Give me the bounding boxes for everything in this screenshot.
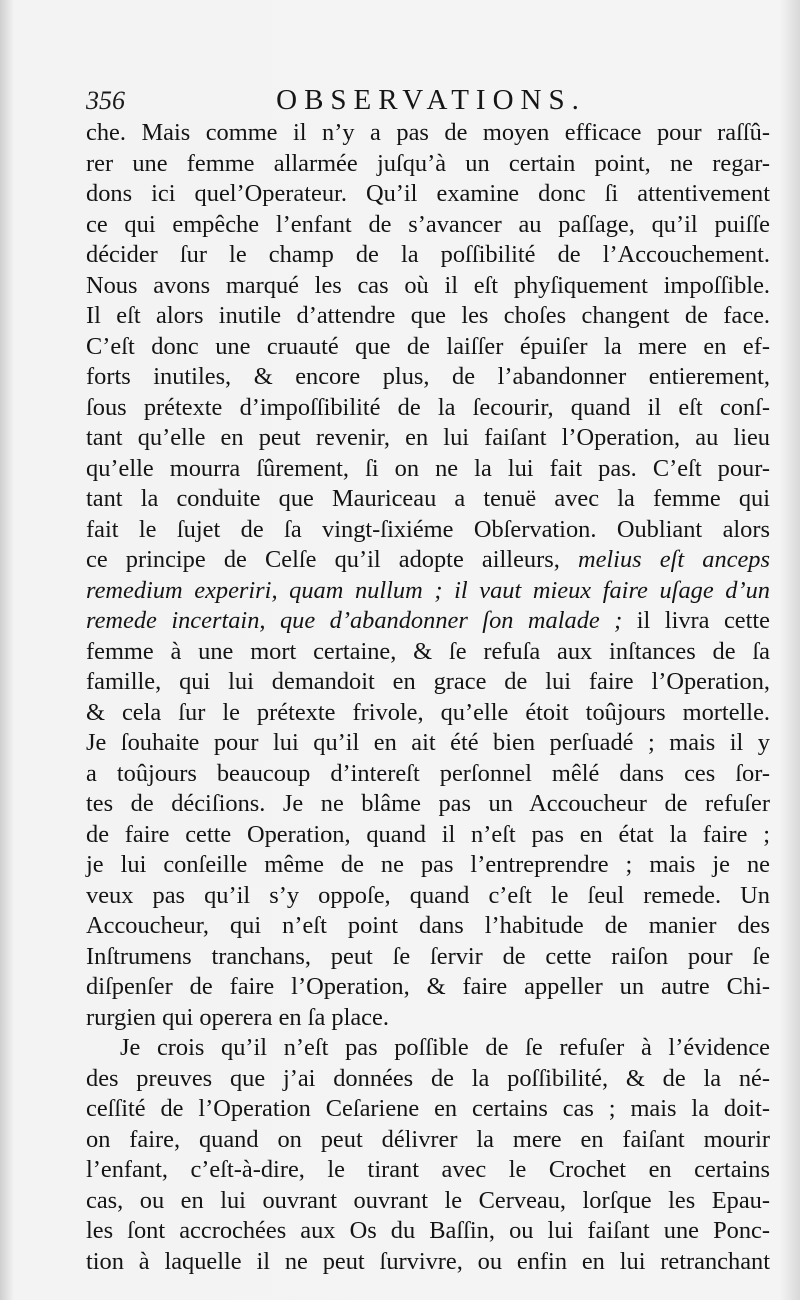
text-line: ce qui empêche l’enfant de s’avancer au paſſage, qu’il puiſſe <box>86 210 770 238</box>
text-line-mixed <box>86 606 770 637</box>
text-line: fait le ſujet de ſa vingt-ſixiéme Obſervation. Oubliant alors <box>86 515 770 543</box>
text-line: des preuves que j’ai données de la poſſibilité, & de la né- <box>86 1064 770 1092</box>
text-line: tant qu’elle en peut revenir, en lui faiſant l’Operation, au lieu <box>86 424 770 451</box>
text-line: cas, ou en lui ouvrant ouvrant le Cerveau, lorſque les Epau- <box>86 1186 770 1214</box>
text-line: rurgien qui operera en ſa place. <box>86 1003 389 1031</box>
text-line: Accoucheur, qui n’eſt point dans l’habitude de manier des <box>86 912 770 939</box>
text-line: Nous avons marqué les cas où il eſt phyſiquement impoſſible. <box>86 271 770 299</box>
text-line: & cela ſur le prétexte frivole, qu’elle étoit toûjours mortelle. <box>86 698 770 726</box>
page-header <box>86 84 776 120</box>
text-line: dons ici quel’Operateur. Qu’il examine donc ſi attentivement <box>86 180 770 207</box>
text-line: ſous prétexte d’impoſſibilité de la ſecourir, quand il eſt conſ- <box>86 393 770 421</box>
text-line-mixed <box>86 545 770 576</box>
text-line: rer une femme allarmée juſqu’à un certain point, ne regar- <box>86 149 770 177</box>
italic-line: remedium experiri, quam nullum ; il vaut mieux faire uſage d’un <box>86 576 770 604</box>
text-line: les ſont accrochées aux Os du Baſſin, ou lui faiſant une Ponc- <box>86 1217 770 1244</box>
text-line: tant la conduite que Mauriceau a tenuë avec la femme qui <box>86 485 770 512</box>
text-fragment: ce principe de Celſe qu’il adopte ailleurs, <box>86 546 560 573</box>
text-line: famille, qui lui demandoit en grace de lui faire l’Operation, <box>86 668 770 695</box>
text-line: a toûjours beaucoup d’intereſt perſonnel mêlé dans ces ſor- <box>86 759 770 787</box>
text-line: décider ſur le champ de la poſſibilité de l’Accouchement. <box>86 241 770 268</box>
text-line: Inſtrumens tranchans, peut ſe ſervir de cette raiſon pour ſe <box>86 942 770 970</box>
text-line: tes de déciſions. Je ne blâme pas un Accoucheur de refuſer <box>86 790 770 817</box>
text-line: qu’elle mourra ſûrement, ſi on ne la lui fait pas. C’eſt pour- <box>86 454 770 482</box>
italic-latin-fragment: melius eſt anceps <box>577 546 770 573</box>
page-number: 356 <box>86 86 125 115</box>
text-line: je lui conſeille même de ne pas l’entreprendre ; mais je ne <box>86 851 770 878</box>
text-fragment: il livra cette <box>636 607 770 634</box>
running-title: OBSERVATIONS. <box>276 84 586 116</box>
text-line: che. Mais comme il n’y a pas de moyen efficace pour raſſû- <box>86 119 770 146</box>
text-line: Il eſt alors inutile d’attendre que les choſes changent de face. <box>86 302 770 329</box>
text-line: l’enfant, c’eſt-à-dire, le tirant avec le Crochet en certains <box>86 1156 770 1183</box>
text-line: on faire, quand on peut délivrer la mere en faiſant mourir <box>86 1125 770 1153</box>
body-text <box>86 118 770 1277</box>
text-line: C’eſt donc une cruauté que de laiſſer épuiſer la mere en ef- <box>86 332 770 360</box>
paragraph-start-line: Je crois qu’il n’eſt pas poſſible de ſe refuſer à l’évidence <box>120 1034 770 1061</box>
text-line: diſpenſer de faire l’Operation, & faire appeller un autre Chi- <box>86 973 770 1000</box>
text-line: de faire cette Operation, quand il n’eſt pas en état la faire ; <box>86 820 770 848</box>
text-line: Je ſouhaite pour lui qu’il en ait été bien perſuadé ; mais il y <box>86 729 770 756</box>
text-line: ceſſité de l’Operation Ceſariene en certains cas ; mais la doit- <box>86 1095 770 1122</box>
text-line: femme à une mort certaine, & ſe refuſa aux inſtances de ſa <box>86 637 770 665</box>
text-line: tion à laquelle il ne peut ſurvivre, ou enfin en lui retranchant <box>86 1247 770 1275</box>
italic-fragment: remede incertain, que d’abandonner ſon malade ; <box>86 607 623 634</box>
text-line: veux pas qu’il s’y oppoſe, quand c’eſt le ſeul remede. Un <box>86 881 770 909</box>
text-line: forts inutiles, & encore plus, de l’abandonner entierement, <box>86 363 770 390</box>
